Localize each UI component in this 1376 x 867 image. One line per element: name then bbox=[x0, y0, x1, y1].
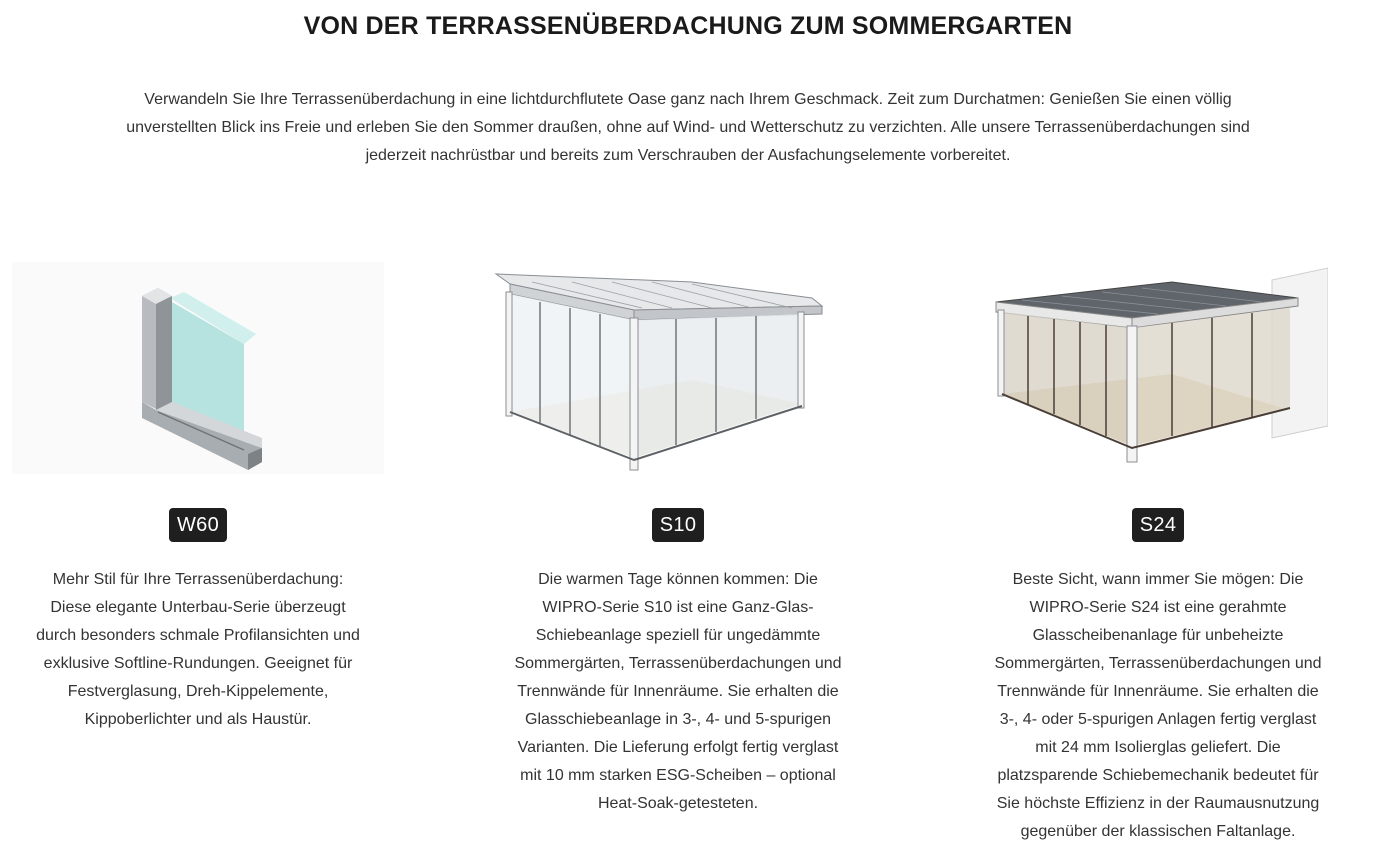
intro-line: unverstellten Blick ins Freie und erleben Sie den Sommer draußen, ohne auf Wind- und Wetterschutz zu verzichten. Alle unsere Terrassenüberdachungen sind bbox=[126, 119, 1250, 136]
product-card-s24 bbox=[972, 262, 1344, 846]
series-badge: S24 bbox=[1132, 508, 1185, 542]
desc-line: mit 24 mm Isolierglas geliefert. Die bbox=[1035, 739, 1281, 756]
desc-line: WIPRO-Serie S10 ist eine Ganz-Glas- bbox=[542, 599, 814, 616]
desc-line: WIPRO-Serie S24 ist eine gerahmte bbox=[1029, 599, 1287, 616]
desc-line: Sommergärten, Terrassenüberdachungen und bbox=[514, 655, 842, 672]
series-badge: S10 bbox=[652, 508, 705, 542]
desc-line: Varianten. Die Lieferung erfolgt fertig verglast bbox=[517, 739, 839, 756]
product-description bbox=[972, 566, 1344, 846]
desc-line: Schiebeanlage speziell für ungedämmte bbox=[535, 627, 821, 644]
desc-line: 3-, 4- oder 5-spurigen Anlagen fertig verglast bbox=[999, 711, 1317, 728]
desc-line: Sie höchste Effizienz in der Raumausnutzung bbox=[996, 795, 1320, 812]
desc-line: Sommergärten, Terrassenüberdachungen und bbox=[994, 655, 1322, 672]
desc-line: Diese elegante Unterbau-Serie überzeugt bbox=[50, 599, 346, 616]
desc-line: mit 10 mm starken ESG-Scheiben – optional bbox=[520, 767, 836, 784]
desc-line: Heat-Soak-getesteten. bbox=[597, 795, 759, 812]
window-profile-image[interactable] bbox=[12, 262, 384, 474]
desc-line: Trennwände für Innenräume. Sie erhalten die bbox=[517, 683, 839, 700]
product-description bbox=[12, 566, 384, 734]
product-card-s10 bbox=[492, 262, 864, 818]
desc-line: Kippoberlichter und als Haustür. bbox=[84, 711, 312, 728]
desc-line: durch besonders schmale Profilansichten und bbox=[36, 627, 360, 644]
product-card-w60 bbox=[12, 262, 384, 734]
desc-line: platzsparende Schiebemechanik bedeutet für bbox=[997, 767, 1319, 784]
desc-line: Glasscheibenanlage für unbeheizte bbox=[1032, 627, 1284, 644]
product-description bbox=[492, 566, 864, 818]
desc-line: Mehr Stil für Ihre Terrassenüberdachung: bbox=[52, 571, 344, 588]
glass-sliding-garden-image[interactable] bbox=[492, 262, 864, 474]
series-badge: W60 bbox=[169, 508, 227, 542]
desc-line: exklusive Softline-Rundungen. Geeignet für bbox=[43, 655, 353, 672]
desc-line: Trennwände für Innenräume. Sie erhalten die bbox=[997, 683, 1319, 700]
desc-line: Beste Sicht, wann immer Sie mögen: Die bbox=[1012, 571, 1304, 588]
page-title: VON DER TERRASSENÜBERDACHUNG ZUM SOMMERGARTEN bbox=[303, 12, 1073, 40]
desc-line: Die warmen Tage können kommen: Die bbox=[538, 571, 818, 588]
framed-sliding-garden-image[interactable] bbox=[972, 262, 1344, 474]
intro-line: Verwandeln Sie Ihre Terrassenüberdachung in eine lichtdurchflutete Oase ganz nach Ihrem Geschmack. Zeit zum Durchatmen: Genießen Sie einen völlig bbox=[144, 91, 1232, 108]
desc-line: gegenüber der klassischen Faltanlage. bbox=[1020, 823, 1296, 840]
desc-line: Festverglasung, Dreh-Kippelemente, bbox=[67, 683, 329, 700]
intro-line: jederzeit nachrüstbar und bereits zum Verschrauben der Ausfachungselemente vorbereitet. bbox=[365, 147, 1011, 164]
intro-text bbox=[70, 86, 1306, 170]
desc-line: Glasschiebeanlage in 3-, 4- und 5-spurigen bbox=[525, 711, 831, 728]
